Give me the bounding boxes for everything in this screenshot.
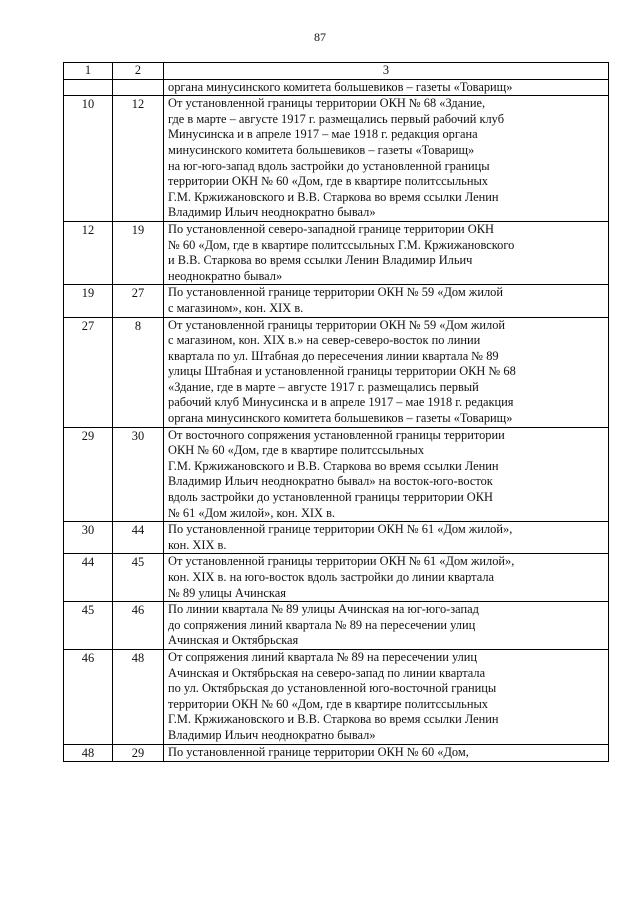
description-cell (164, 317, 609, 427)
description-line: Владимир Ильич неоднократно бывал» (168, 205, 376, 220)
description-line: и В.В. Старкова во время ссылки Ленин Владимир Ильич (168, 253, 473, 268)
table-row (64, 522, 609, 554)
end-point-cell: 44 (113, 522, 164, 554)
description-cell (164, 744, 609, 762)
description-line: до сопряжения линий квартала № 89 на пересечении улиц (168, 617, 476, 632)
description-line: От установленной границы территории ОКН № 61 «Дом жилой», (168, 554, 515, 569)
description-line: Г.М. Кржижановского и В.В. Старкова во время ссылки Ленин (168, 189, 499, 204)
description-line: минусинского комитета большевиков – газеты «Товарищ» (168, 142, 475, 157)
description-line: По линии квартала № 89 улицы Ачинская на юг-юго-запад (168, 602, 479, 617)
table-row (64, 285, 609, 317)
description-line: органа минусинского комитета большевиков – газеты «Товарищ» (168, 411, 513, 426)
end-point-cell: 27 (113, 285, 164, 317)
description-line: Владимир Ильич неоднократно бывал» (168, 727, 376, 742)
end-point-cell: 48 (113, 649, 164, 744)
description-line: ОКН № 60 «Дом, где в квартире политссыльных (168, 443, 425, 458)
table-row (64, 427, 609, 522)
description-line: По установленной границе территории ОКН № 60 «Дом, (168, 744, 469, 759)
description-line: территории ОКН № 60 «Дом, где в квартире политссыльных (168, 174, 488, 189)
start-point-cell (64, 79, 113, 96)
description-line: От установленной границы территории ОКН № 59 «Дом жилой (168, 317, 506, 332)
description-line: Г.М. Кржижановского и В.В. Старкова во время ссылки Ленин (168, 712, 499, 727)
table-row (64, 649, 609, 744)
end-point-cell: 45 (113, 554, 164, 602)
end-point-cell: 19 (113, 221, 164, 284)
table-row (64, 221, 609, 284)
description-line: территории ОКН № 60 «Дом, где в квартире политссыльных (168, 696, 488, 711)
description-line: От сопряжения линий квартала № 89 на пересечении улиц (168, 649, 478, 664)
start-point-cell: 12 (64, 221, 113, 284)
description-line: органа минусинского комитета большевиков – газеты «Товарищ» (168, 79, 513, 94)
table-header-row (64, 63, 609, 80)
description-line: Минусинска и в апреле 1917 – мае 1918 г. редакция органа (168, 127, 478, 142)
page-number: 87 (314, 30, 326, 44)
description-line: неоднократно бывал» (168, 268, 283, 283)
description-line: «Здание, где в марте – августе 1917 г. размещались первый (168, 379, 479, 394)
description-line: Ачинская и Октябрьская (168, 633, 299, 648)
description-cell (164, 649, 609, 744)
description-line: квартала по ул. Штабная до пересечения линии квартала № 89 (168, 348, 499, 363)
end-point-cell: 46 (113, 602, 164, 650)
start-point-cell: 29 (64, 427, 113, 522)
start-point-cell: 48 (64, 744, 113, 762)
start-point-cell: 10 (64, 96, 113, 222)
description-line: по ул. Октябрьская до установленной юго-восточной границы (168, 681, 497, 696)
start-point-cell: 30 (64, 522, 113, 554)
description-cell (164, 285, 609, 317)
end-point-cell: 29 (113, 744, 164, 762)
end-point-cell: 12 (113, 96, 164, 222)
table-row (64, 79, 609, 96)
description-line: Владимир Ильич неоднократно бывал» на восток-юго-восток (168, 474, 493, 489)
description-cell (164, 602, 609, 650)
table-row (64, 554, 609, 602)
start-point-cell: 27 (64, 317, 113, 427)
column-header-1: 1 (64, 63, 113, 80)
description-line: Г.М. Кржижановского и В.В. Старкова во время ссылки Ленин (168, 458, 499, 473)
description-line: вдоль застройки до установленной границы территории ОКН (168, 490, 493, 505)
description-line: кон. XIX в. (168, 537, 227, 552)
description-line: № 61 «Дом жилой», кон. XIX в. (168, 505, 336, 520)
description-line: рабочий клуб Минусинска и в апреле 1917 – мае 1918 г. редакция (168, 395, 514, 410)
description-line: От восточного сопряжения установленной границы территории (168, 427, 505, 442)
boundary-table (63, 62, 609, 762)
start-point-cell: 19 (64, 285, 113, 317)
description-line: улицы Штабная и установленной границы территории ОКН № 68 (168, 364, 516, 379)
description-cell (164, 221, 609, 284)
table-row (64, 317, 609, 427)
column-header-3: 3 (164, 63, 609, 80)
description-line: По установленной границе территории ОКН № 61 «Дом жилой», (168, 522, 513, 537)
description-line: Ачинская и Октябрьская на северо-запад по линии квартала (168, 665, 486, 680)
end-point-cell: 8 (113, 317, 164, 427)
description-cell (164, 79, 609, 96)
table-row (64, 602, 609, 650)
description-cell (164, 96, 609, 222)
description-line: По установленной северо-западной границе территории ОКН (168, 221, 494, 236)
description-cell (164, 522, 609, 554)
description-cell (164, 554, 609, 602)
description-line: на юг-юго-запад вдоль застройки до установленной границы (168, 158, 490, 173)
end-point-cell: 30 (113, 427, 164, 522)
start-point-cell: 46 (64, 649, 113, 744)
description-line: кон. XIX в. на юго-восток вдоль застройки до линии квартала (168, 570, 495, 584)
description-line: От установленной границы территории ОКН № 68 «Здание, (168, 96, 486, 111)
description-line: № 89 улицы Ачинская (168, 585, 286, 600)
start-point-cell: 45 (64, 602, 113, 650)
description-line: № 60 «Дом, где в квартире политссыльных Г.М. Кржижановского (168, 237, 515, 252)
description-cell (164, 427, 609, 522)
end-point-cell (113, 79, 164, 96)
description-line: с магазином», кон. XIX в. (168, 300, 304, 315)
description-line: По установленной границе территории ОКН № 59 «Дом жилой (168, 285, 504, 300)
start-point-cell: 44 (64, 554, 113, 602)
description-line: с магазином, кон. XIX в.» на север-северо-восток по линии (168, 333, 481, 348)
description-line: где в марте – августе 1917 г. размещались первый рабочий клуб (168, 111, 505, 126)
table-row (64, 96, 609, 222)
table-row (64, 744, 609, 762)
column-header-2: 2 (113, 63, 164, 80)
